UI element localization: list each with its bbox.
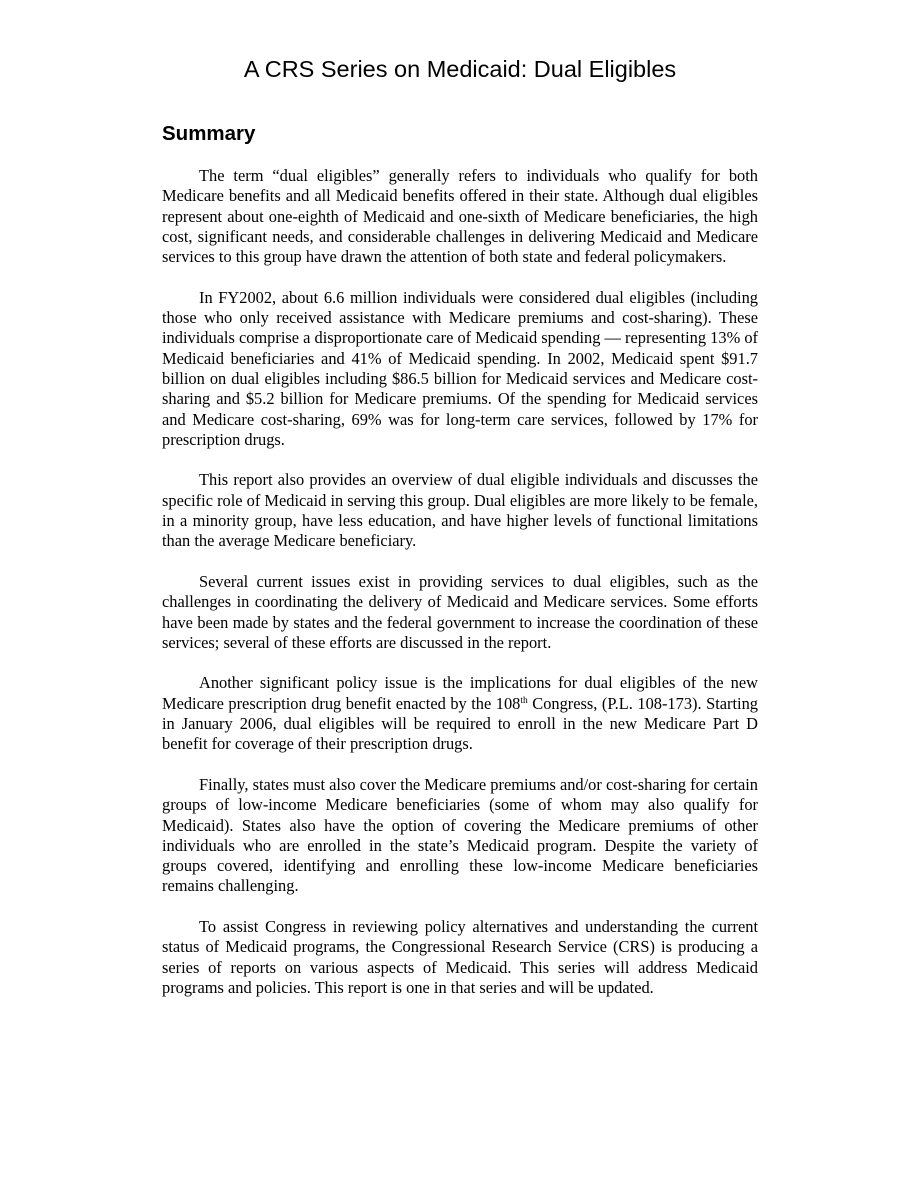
paragraph-text-part: Congress, (P.L. 108-173). Starting in January 2006, dual eligibles will be required to enroll in the new Medicare Part D benefit for coverage of their prescription drugs. [162,693,758,754]
document-title: A CRS Series on Medicaid: Dual Eligibles [243,56,677,82]
summary-paragraph: The term “dual eligibles” generally refers to individuals who qualify for both Medicare benefits and all Medicaid benefits offered in their state. Although dual eligibles represent about one-eighth of Medicaid and one-sixth of Medicare beneficiaries, the high cost, significant needs, and considerable challenges in delivering Medicaid and Medicare services to this group have drawn the attention of both state and federal policymakers. [162,166,758,267]
summary-paragraph: In FY2002, about 6.6 million individuals were considered dual eligibles (including those who only received assistance with Medicare premiums and cost-sharing). These individuals comprise a disproportionate care of Medicaid spending — representing 13% of Medicaid beneficiaries and 41% of Medicaid spending. In 2002, Medicaid spent $91.7 billion on dual eligibles including $86.5 billion for Medicaid services and Medicare cost-sharing and $5.2 billion for Medicare premiums. Of the spending for Medicaid services and Medicare cost-sharing, 69% was for long-term care services, followed by 17% for prescription drugs. [162,287,758,449]
summary-heading: Summary [162,122,256,145]
ordinal-superscript: th [520,695,528,706]
summary-paragraph-drug-benefit [162,673,758,754]
summary-paragraph: Several current issues exist in providing services to dual eligibles, such as the challenges in coordinating the delivery of Medicaid and Medicare services. Some efforts have been made by states and the federal government to increase the coordination of these services; several of these efforts are discussed in the report. [162,571,758,652]
paragraph-text-part: Another significant policy issue is the implications for dual eligibles of the new Medicare prescription drug benefit enacted by the 108 [162,673,758,713]
summary-paragraph: To assist Congress in reviewing policy alternatives and understanding the current status of Medicaid programs, the Congressional Research Service (CRS) is producing a series of reports on various aspects of Medicaid. This series will address Medicaid programs and policies. This report is one in that series and will be updated. [162,916,758,997]
summary-paragraph: This report also provides an overview of dual eligible individuals and discusses the specific role of Medicaid in serving this group. Dual eligibles are more likely to be female, in a minority group, have less education, and have higher levels of functional limitations than the average Medicare beneficiary. [162,470,758,551]
summary-paragraph: Finally, states must also cover the Medicare premiums and/or cost-sharing for certain groups of low-income Medicare beneficiaries (some of whom may also qualify for Medicaid). States also have the option of covering the Medicare premiums of other individuals who are enrolled in the state’s Medicaid program. Despite the variety of groups covered, identifying and enrolling these low-income Medicare beneficiaries remains challenging. [162,774,758,896]
summary-body [162,166,758,998]
